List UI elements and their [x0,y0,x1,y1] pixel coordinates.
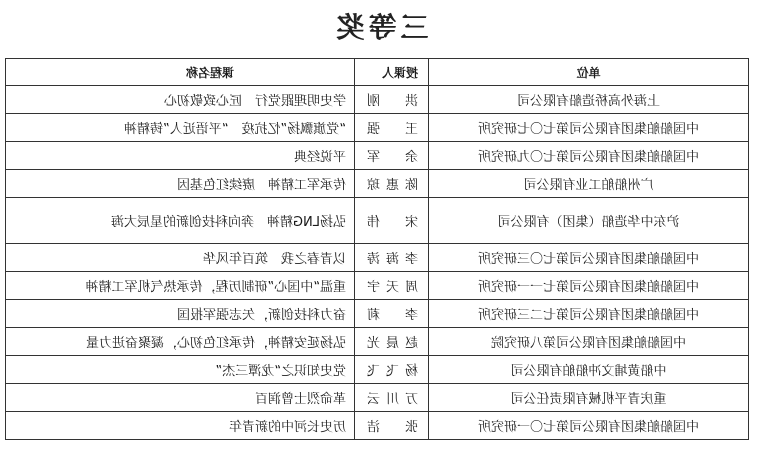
cell-teacher: 周天宇 [355,272,429,300]
awards-table [5,58,749,440]
table-row [6,384,749,412]
cell-teacher: 杨飞飞 [355,356,429,384]
table-row [6,244,749,272]
cell-unit: 上海外高桥造船有限公司 [429,86,749,114]
cell-unit: 中船黄埔文冲船舶有限公司 [429,356,749,384]
table-row [6,142,749,170]
header-teacher: 授课人 [355,59,429,86]
header-unit: 单位 [429,59,749,86]
cell-unit: 中国船舶集团有限公司第七〇七研究所 [429,114,749,142]
cell-course: 学史明理跟党行 匠心致敬初心 [6,86,355,114]
table-row [6,86,749,114]
cell-course: 平说经典 [6,142,355,170]
page-title: 三等奖 [332,11,429,44]
cell-course: 奋力科技创新，矢志强军报国 [6,300,355,328]
cell-teacher: 李海涛 [355,244,429,272]
cell-unit: 中国船舶集团有限公司第八研究院 [429,328,749,356]
cell-teacher: 陈惠琼 [355,170,429,198]
cell-teacher: 王 强 [355,114,429,142]
table-row [6,170,749,198]
cell-unit: 广州船舶工业有限公司 [429,170,749,198]
cell-course: 弘扬LNG精神 奔向科技创新的星辰大海 [6,198,355,244]
cell-teacher: 万川云 [355,384,429,412]
table-header-row [6,59,749,86]
table-row [6,356,749,384]
cell-course: 重温“中国心”研制历程，传承热气机军工精神 [6,272,355,300]
cell-unit: 中国船舶集团有限公司第七二三研究所 [429,300,749,328]
cell-course: 党史知识之“龙潭三杰” [6,356,355,384]
header-course: 课程名称 [6,59,355,86]
cell-teacher: 宋 伟 [355,198,429,244]
cell-course: 历史长河中的新青年 [6,412,355,440]
cell-unit: 沪东中华造船（集团）有限公司 [429,198,749,244]
table-row [6,300,749,328]
table-row [6,114,749,142]
cell-teacher: 李 莉 [355,300,429,328]
cell-teacher: 余 军 [355,142,429,170]
table-row [6,328,749,356]
table-row [6,198,749,244]
cell-teacher: 张 洁 [355,412,429,440]
cell-course: 革命烈士曾润百 [6,384,355,412]
cell-unit: 中国船舶集团有限公司第七〇三研究所 [429,244,749,272]
cell-course: “党旗飘扬”忆抗疫 “平语近人”铸精神 [6,114,355,142]
table-row [6,412,749,440]
cell-unit: 中国船舶集团有限公司第七一一研究所 [429,272,749,300]
cell-unit: 中国船舶集团有限公司第七〇一研究所 [429,412,749,440]
cell-unit: 重庆青平机械有限责任公司 [429,384,749,412]
cell-unit: 中国船舶集团有限公司第七〇九研究所 [429,142,749,170]
cell-teacher: 赵晨光 [355,328,429,356]
cell-course: 以青春之我 筑百年风华 [6,244,355,272]
table-row [6,272,749,300]
cell-course: 传承军工精神 赓续红色基因 [6,170,355,198]
cell-course: 弘扬延安精神，传承红色初心，凝聚奋进力量 [6,328,355,356]
cell-teacher: 洪 刚 [355,86,429,114]
